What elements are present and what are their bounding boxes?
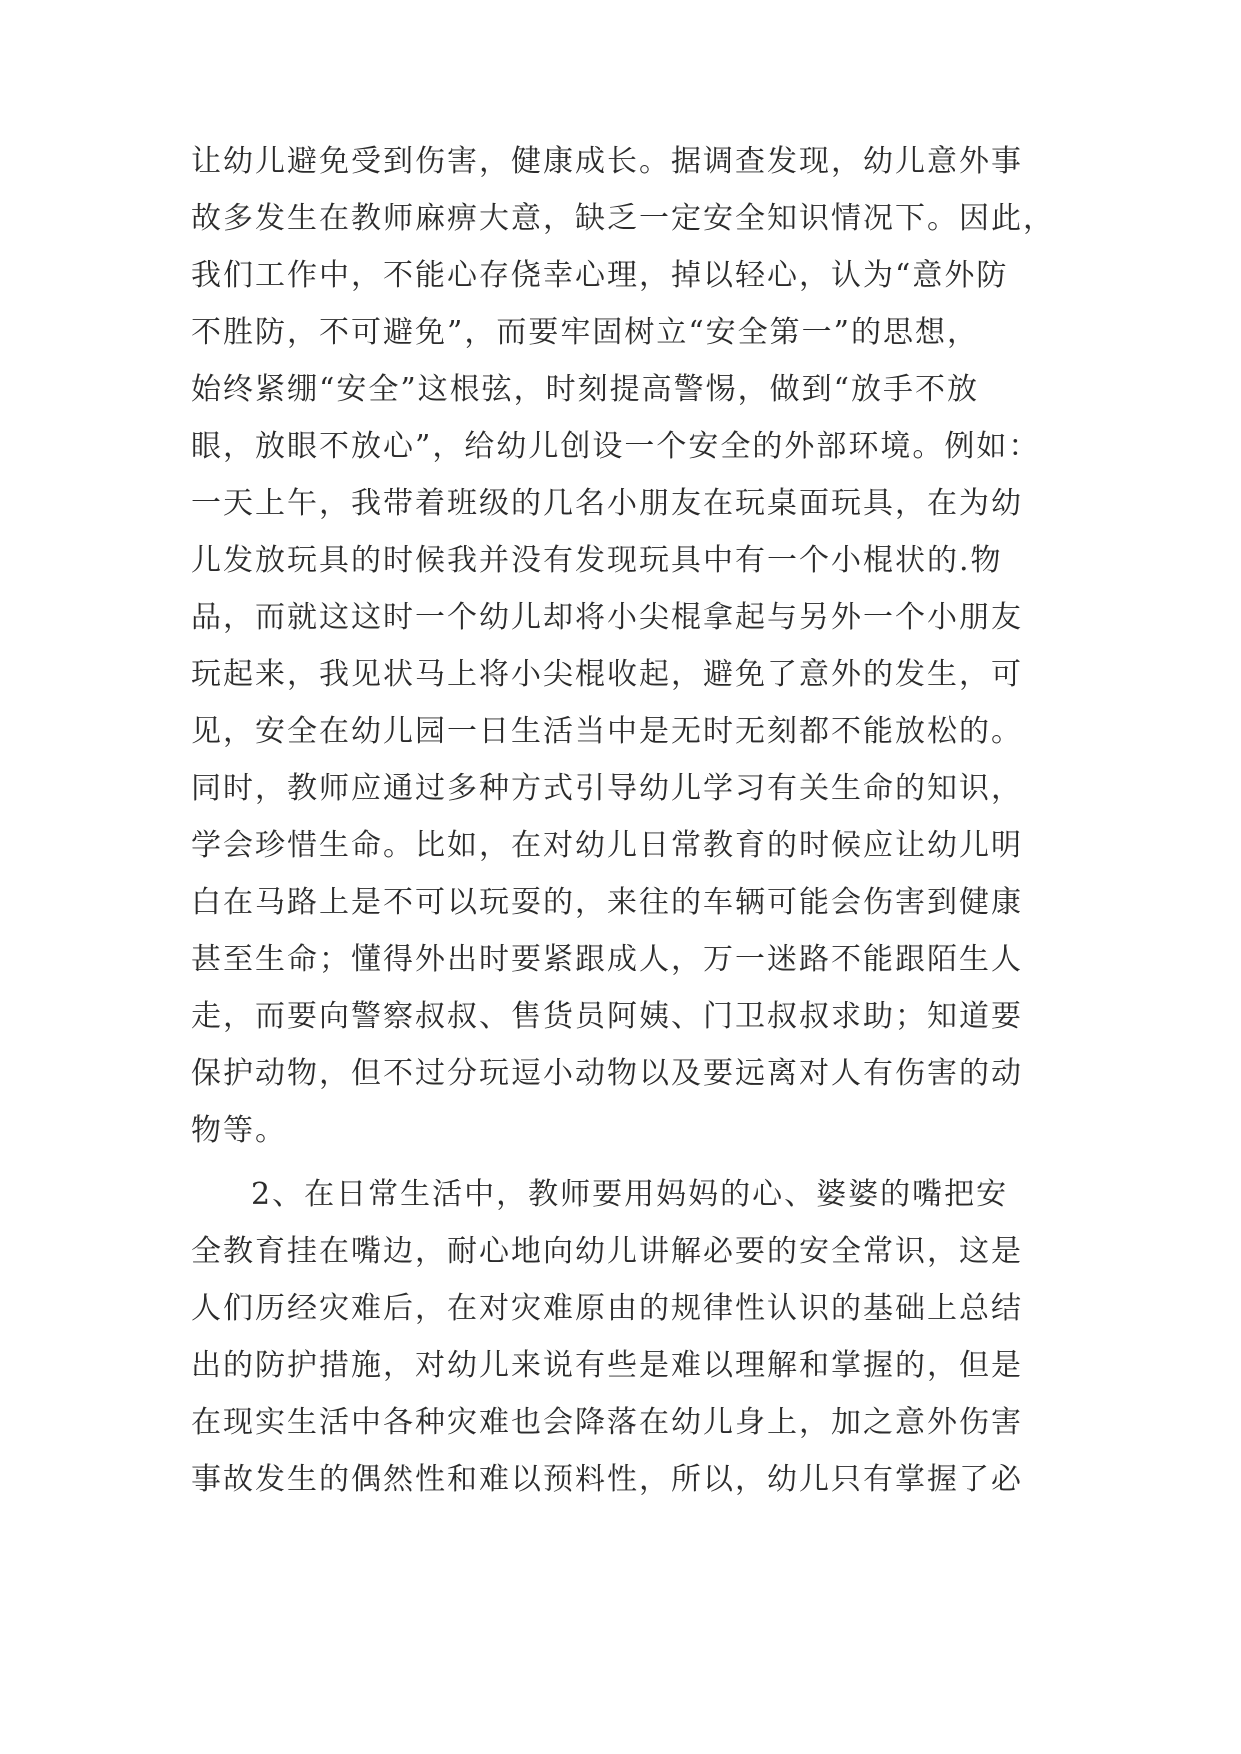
paragraph-1-line: 不胜防，不可避免”，而要牢固树立“安全第一”的思想， (191, 315, 980, 350)
paragraph-1-line: 同时，教师应通过多种方式引导幼儿学习有关生命的知识， (191, 771, 1023, 806)
paragraph-1-line: 保护动物，但不过分玩逗小动物以及要远离对人有伤害的动 (191, 1056, 1023, 1091)
paragraph-2-line: 人们历经灾难后，在对灾难原由的规律性认识的基础上总结 (191, 1291, 1023, 1326)
paragraph-1-line: 我们工作中，不能心存侥幸心理，掉以轻心，认为“意外防 (191, 258, 1009, 293)
paragraph-2-line: 在现实生活中各种灾难也会降落在幼儿身上，加之意外伤害 (191, 1405, 1023, 1440)
paragraph-1-line: 学会珍惜生命。比如，在对幼儿日常教育的时候应让幼儿明 (191, 828, 1023, 863)
paragraph-1-line: 故多发生在教师麻痹大意，缺乏一定安全知识情况下。因此， (191, 201, 1055, 236)
paragraph-1-line: 见，安全在幼儿园一日生活当中是无时无刻都不能放松的。 (191, 714, 1023, 749)
paragraph-2-line: 出的防护措施，对幼儿来说有些是难以理解和掌握的，但是 (191, 1348, 1023, 1383)
paragraph-1-line: 白在马路上是不可以玩耍的，来往的车辆可能会伤害到健康 (191, 885, 1023, 920)
paragraph-1-line: 眼，放眼不放心”，给幼儿创设一个安全的外部环境。例如： (191, 429, 1041, 464)
paragraph-1-line: 走，而要向警察叔叔、售货员阿姨、门卫叔叔求助；知道要 (191, 999, 1023, 1034)
paragraph-1-line: 甚至生命；懂得外出时要紧跟成人，万一迷路不能跟陌生人 (191, 942, 1023, 977)
paragraph-1-line: 物等。 (191, 1113, 287, 1148)
paragraph-1-line: 玩起来，我见状马上将小尖棍收起，避免了意外的发生，可 (191, 657, 1023, 692)
paragraph-1-line: 让幼儿避免受到伤害，健康成长。据调查发现，幼儿意外事 (191, 144, 1023, 179)
paragraph-2-line: 全教育挂在嘴边，耐心地向幼儿讲解必要的安全常识，这是 (191, 1234, 1023, 1269)
paragraph-1-line: 始终紧绷“安全”这根弦，时刻提高警惕，做到“放手不放 (191, 372, 980, 407)
paragraph-1-line: 儿发放玩具的时候我并没有发现玩具中有一个小棍状的.物 (191, 543, 1003, 578)
paragraph-1-line: 一天上午，我带着班级的几名小朋友在玩桌面玩具，在为幼 (191, 486, 1023, 521)
paragraph-1-line: 品，而就这这时一个幼儿却将小尖棍拿起与另外一个小朋友 (191, 600, 1023, 635)
paragraph-2-line: 2、在日常生活中，教师要用妈妈的心、婆婆的嘴把安 (251, 1177, 1009, 1212)
paragraph-2-line: 事故发生的偶然性和难以预料性，所以，幼儿只有掌握了必 (191, 1462, 1023, 1497)
